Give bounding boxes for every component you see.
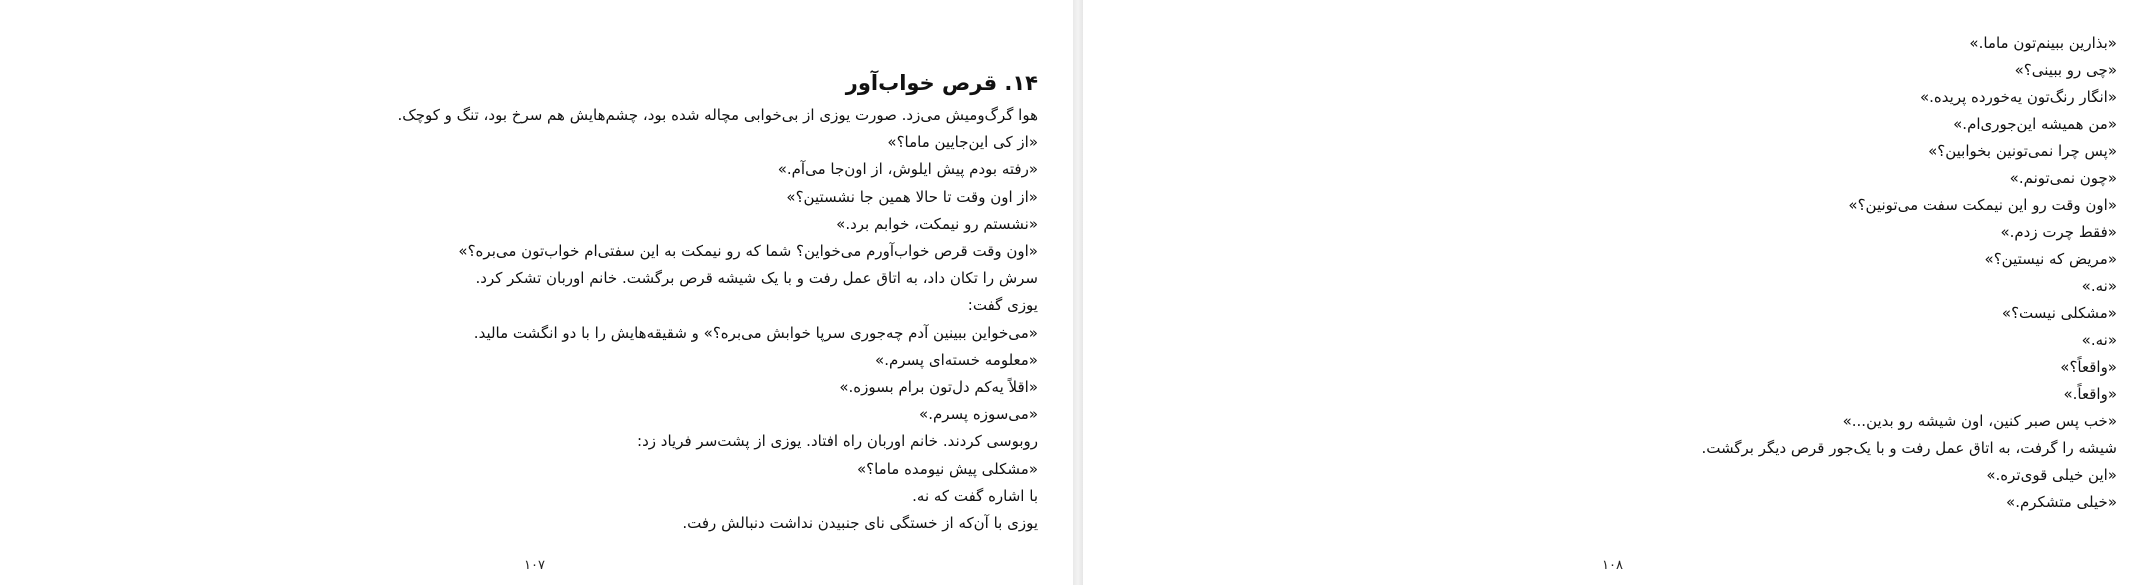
- paragraph-line: «نشستم رو نیمکت، خوابم برد.»: [836, 214, 1038, 233]
- paragraph-line: هوا گرگ‌ومیش می‌زد. صورت یوزی از بی‌خوابی مچاله شده بود، چشم‌هایش هم سرخ بود، تنگ و کوچک.: [397, 106, 1038, 124]
- paragraph-line: «معلومه خسته‌ای پسرم.»: [875, 350, 1038, 369]
- chapter-title: ۱۴. قرص خواب‌آور: [845, 71, 1038, 95]
- paragraph-line: «مشکلی نیست؟»: [2001, 304, 2117, 322]
- paragraph-line: «خیلی متشکرم.»: [2006, 493, 2117, 511]
- paragraph-line: با اشاره گفت که نه.: [912, 486, 1038, 505]
- paragraph-line: «می‌سوزه پسرم.»: [919, 405, 1038, 424]
- right-page-text: [1417, 30, 2117, 516]
- paragraph-line: «فقط چرت زدم.»: [2000, 223, 2117, 241]
- left-page: [0, 0, 1073, 585]
- paragraph-line: شیشه را گرفت، به اتاق عمل رفت و با یک‌جور قرص دیگر برگشت.: [1701, 439, 2117, 457]
- page-number: ۱۰۸: [1602, 558, 1623, 573]
- paragraph-line: «خب پس صبر کنین، اون شیشه رو بدین...»: [1842, 412, 2117, 430]
- paragraph-line: «من همیشه این‌جوری‌ام.»: [1953, 115, 2117, 133]
- paragraph-line: یوزی با آن‌که از خستگی نای جنبیدن نداشت دنبالش رفت.: [682, 514, 1038, 533]
- paragraph-line: «این خیلی قوی‌تره.»: [1986, 466, 2117, 484]
- paragraph-line: سرش را تکان داد، به اتاق عمل رفت و با یک شیشه قرص برگشت. خانم اوربان تشکر کرد.: [475, 269, 1038, 288]
- paragraph-line: «مریض که نیستین؟»: [1984, 250, 2117, 268]
- paragraph-line: روبوسی کردند. خانم اوربان راه افتاد. یوزی از پشت‌سر فریاد زد:: [637, 432, 1038, 451]
- paragraph-line: «از اون وقت تا حالا همین جا نشستین؟»: [786, 187, 1038, 206]
- paragraph-line: «چون نمی‌تونم.»: [2009, 169, 2117, 187]
- paragraph-line: «چی رو ببینی؟»: [2014, 61, 2117, 79]
- paragraph-line: یوزی گفت:: [967, 296, 1038, 315]
- paragraph-line: «رفته بودم پیش ایلوش، از اون‌جا می‌آم.»: [777, 160, 1038, 179]
- book-gutter: [1073, 0, 1083, 585]
- paragraph-line: «پس چرا نمی‌تونین بخوابین؟»: [1928, 142, 2117, 160]
- paragraph-line: «مشکلی پیش نیومده ماما؟»: [856, 459, 1038, 478]
- paragraph-line: «نه.»: [2081, 331, 2117, 349]
- paragraph-line: «اون وقت رو این نیمکت سفت می‌تونین؟»: [1848, 196, 2117, 214]
- paragraph-line: «انگار رنگ‌تون یه‌خورده پریده.»: [1919, 88, 2117, 106]
- paragraph-line: «اقلاً یه‌کم دل‌تون برام بسوزه.»: [839, 378, 1038, 397]
- paragraph-line: «واقعاً.»: [2063, 385, 2117, 403]
- paragraph-line: «اون وقت قرص خواب‌آورم می‌خواین؟ شما که رو نیمکت به این سفتی‌ام خواب‌تون می‌بره؟»: [458, 242, 1038, 261]
- left-page-text: [338, 64, 1038, 537]
- paragraph-line: «می‌خواین ببینین آدم چه‌جوری سرپا خوابش می‌بره؟» و شقیقه‌هایش را با دو انگشت مالید.: [473, 323, 1038, 342]
- paragraph-line: «بذارین ببینم‌تون ماما.»: [1969, 34, 2117, 52]
- paragraph-line: «واقعاً؟»: [2060, 358, 2117, 376]
- right-page: [1083, 0, 2151, 585]
- page-number: ۱۰۷: [524, 558, 545, 573]
- paragraph-line: «از کی این‌جایین ماما؟»: [887, 133, 1038, 152]
- paragraph-line: «نه.»: [2081, 277, 2117, 295]
